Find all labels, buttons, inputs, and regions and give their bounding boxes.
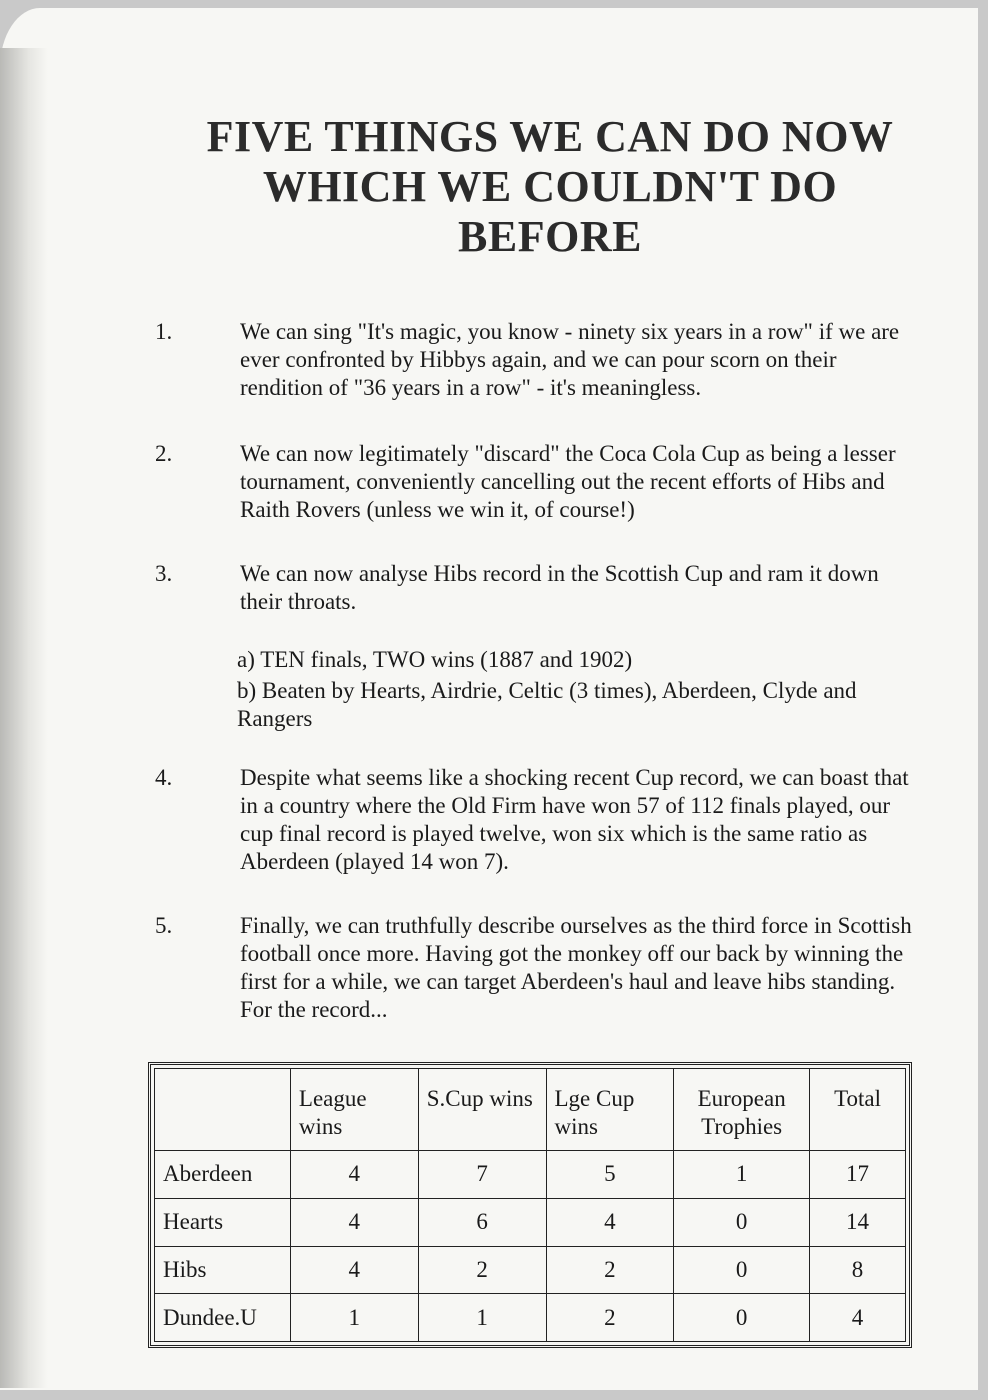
lgecup-wins-cell: 2 <box>546 1294 674 1342</box>
header-cell-blank <box>155 1069 291 1151</box>
scup-wins-cell: 1 <box>418 1294 546 1342</box>
european-trophies-cell: 0 <box>674 1246 810 1294</box>
hibs-defeats-note: b) Beaten by Hearts, Airdrie, Celtic (3 times), Aberdeen, Clyde and Rangers <box>237 678 857 731</box>
item-text: We can sing "It's magic, you know - ninety six years in a row" if we are ever confronted by Hibbys again, and we can pour scorn on their rendition of "36 years in a row" - it's meaningless. <box>240 319 900 400</box>
lgecup-wins-cell: 4 <box>546 1198 674 1246</box>
table-row <box>155 1151 906 1199</box>
header-scup-wins: S.Cup wins <box>418 1069 546 1151</box>
league-wins-cell: 4 <box>290 1151 418 1199</box>
header-league-wins: League wins <box>290 1069 418 1151</box>
list-item-1 <box>155 318 925 408</box>
league-wins-cell: 4 <box>290 1198 418 1246</box>
team-name: Hibs <box>155 1246 291 1294</box>
item-number: 1. <box>155 319 173 344</box>
league-wins-cell: 4 <box>290 1246 418 1294</box>
total-cell: 4 <box>810 1294 906 1342</box>
european-trophies-cell: 0 <box>674 1198 810 1246</box>
lgecup-wins-cell: 2 <box>546 1246 674 1294</box>
scup-wins-cell: 2 <box>418 1246 546 1294</box>
header-lgecup-wins: Lge Cup wins <box>546 1069 674 1151</box>
total-cell: 17 <box>810 1151 906 1199</box>
league-wins-cell: 1 <box>290 1294 418 1342</box>
list-item-4 <box>155 764 925 884</box>
item-text: We can now legitimately "discard" the Coca Cola Cup as being a lesser tournament, conveniently cancelling out the recent efforts of Hibs and Raith Rovers (unless we win it, of course!) <box>240 441 896 522</box>
table-row <box>155 1198 906 1246</box>
title-line-2: WHICH WE COULDN'T DO <box>262 162 838 211</box>
trophy-table <box>148 1062 912 1348</box>
item-number: 5. <box>155 913 173 938</box>
scup-wins-cell: 7 <box>418 1151 546 1199</box>
item-text: Despite what seems like a shocking recent Cup record, we can boast that in a country where the Old Firm have won 57 of 112 finals played, our cup final record is played twelve, won six which is the same ratio as Aberdeen (played 14 won 7). <box>240 765 909 874</box>
item-number: 4. <box>155 765 173 790</box>
title-line-1: FIVE THINGS WE CAN DO NOW <box>206 112 894 161</box>
page-title <box>150 112 950 262</box>
title-line-3: BEFORE <box>458 212 642 261</box>
item-text: Finally, we can truthfully describe ourselves as the third force in Scottish football once more. Having got the monkey off our back by winning the first for a while, we can target Aberdeen's haul and leave hibs standing. For the record... <box>240 913 912 1022</box>
trophy-table-grid <box>154 1068 906 1342</box>
table-row <box>155 1246 906 1294</box>
european-trophies-cell: 1 <box>674 1151 810 1199</box>
team-name: Hearts <box>155 1198 291 1246</box>
european-trophies-cell: 0 <box>674 1294 810 1342</box>
item-text: We can now analyse Hibs record in the Scottish Cup and ram it down their throats. <box>240 561 879 614</box>
list-item-5 <box>155 912 925 1032</box>
list-item-2 <box>155 440 925 530</box>
table-row <box>155 1294 906 1342</box>
hibs-finals-note: a) TEN finals, TWO wins (1887 and 1902) <box>237 647 633 672</box>
item-number: 2. <box>155 441 173 466</box>
item-number: 3. <box>155 561 173 586</box>
table-header-row <box>155 1069 906 1151</box>
lgecup-wins-cell: 5 <box>546 1151 674 1199</box>
header-european-trophies: European Trophies <box>674 1069 810 1151</box>
team-name: Aberdeen <box>155 1151 291 1199</box>
total-cell: 8 <box>810 1246 906 1294</box>
team-name: Dundee.U <box>155 1294 291 1342</box>
book-spine-shadow <box>0 48 48 1388</box>
list-item-3 <box>155 560 925 620</box>
header-total: Total <box>810 1069 906 1151</box>
scup-wins-cell: 6 <box>418 1198 546 1246</box>
total-cell: 14 <box>810 1198 906 1246</box>
